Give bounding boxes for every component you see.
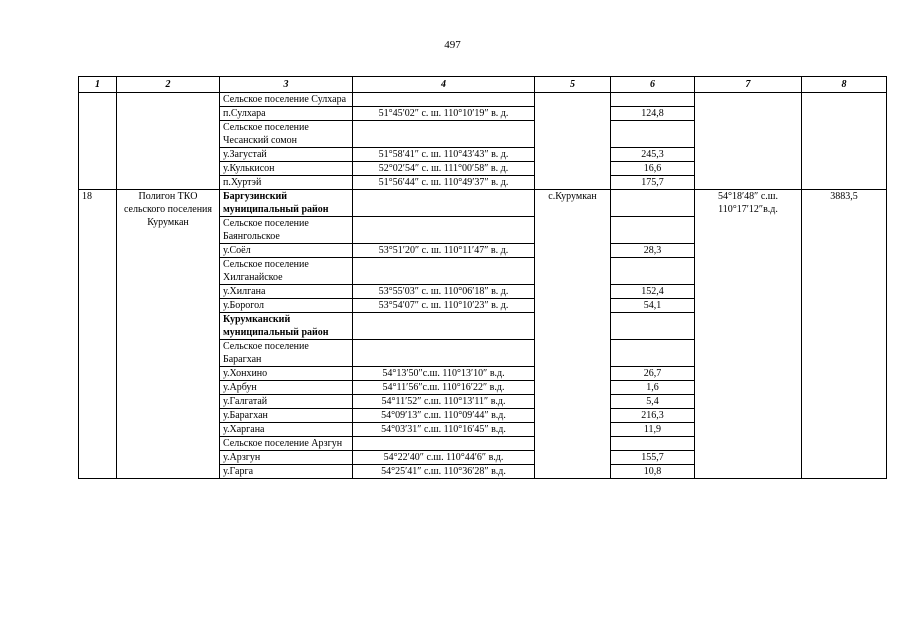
settlement-name-cell: п.Сулхара	[220, 107, 353, 121]
table-header	[79, 77, 887, 93]
settlement-name-cell: у.Кулькисон	[220, 162, 353, 176]
area-cell	[611, 258, 695, 285]
coordinates-cell	[353, 93, 535, 107]
settlement-name-cell: у.Гарга	[220, 465, 353, 479]
coordinates-cell	[353, 313, 535, 340]
coordinates-cell	[353, 190, 535, 217]
area-cell	[611, 437, 695, 451]
column-header-8: 8	[802, 77, 887, 93]
settlement-name-cell: у.Харгана	[220, 423, 353, 437]
coordinates-cell: 54°03′31″ с.ш. 110°16′45″ в.д.	[353, 423, 535, 437]
capacity-cell: 3883,5	[802, 190, 887, 479]
landfill-coordinates-cell	[695, 93, 802, 190]
coordinates-cell: 52°02′54″ с. ш. 111°00′58″ в. д.	[353, 162, 535, 176]
coordinates-cell: 53°54′07″ с. ш. 110°10′23″ в. д.	[353, 299, 535, 313]
column-header-6: 6	[611, 77, 695, 93]
area-cell: 26,7	[611, 367, 695, 381]
settlements-table	[78, 76, 887, 479]
settlement-name-cell: п.Хуртэй	[220, 176, 353, 190]
area-cell	[611, 313, 695, 340]
row-number-cell	[79, 93, 117, 190]
settlement-name-cell: Сельское поселение Чесанский сомон	[220, 121, 353, 148]
area-cell: 28,3	[611, 244, 695, 258]
settlement-center-cell	[535, 93, 611, 190]
area-cell: 5,4	[611, 395, 695, 409]
coordinates-cell	[353, 258, 535, 285]
settlement-center-cell: с.Курумкан	[535, 190, 611, 479]
area-cell: 155,7	[611, 451, 695, 465]
settlement-name-cell: у.Арзгун	[220, 451, 353, 465]
settlement-name-cell: у.Хонхино	[220, 367, 353, 381]
settlement-name-cell: Сельское поселение Сулхара	[220, 93, 353, 107]
settlement-name-cell: у.Соёл	[220, 244, 353, 258]
capacity-cell	[802, 93, 887, 190]
coordinates-cell: 54°11′56″с.ш. 110°16′22″ в.д.	[353, 381, 535, 395]
coordinates-cell: 54°11′52″ с.ш. 110°13′11″ в.д.	[353, 395, 535, 409]
landfill-coordinates-cell: 54°18′48″ с.ш. 110°17′12″в.д.	[695, 190, 802, 479]
area-cell: 216,3	[611, 409, 695, 423]
area-cell	[611, 340, 695, 367]
area-cell	[611, 217, 695, 244]
table-row	[79, 93, 887, 107]
coordinates-cell: 51°45′02″ с. ш. 110°10′19″ в. д.	[353, 107, 535, 121]
column-header-3: 3	[220, 77, 353, 93]
settlement-name-cell: Баргузинский муниципальный район	[220, 190, 353, 217]
area-cell: 54,1	[611, 299, 695, 313]
settlement-name-cell: у.Галгатай	[220, 395, 353, 409]
coordinates-cell	[353, 340, 535, 367]
settlement-name-cell: Сельское поселение Арзгун	[220, 437, 353, 451]
settlement-name-cell: у.Барагхан	[220, 409, 353, 423]
landfill-name-cell: Полигон ТКО сельского поселения Курумкан	[117, 190, 220, 479]
column-header-1: 1	[79, 77, 117, 93]
coordinates-cell: 51°58′41″ с. ш. 110°43′43″ в. д.	[353, 148, 535, 162]
column-header-7: 7	[695, 77, 802, 93]
column-header-4: 4	[353, 77, 535, 93]
area-cell: 175,7	[611, 176, 695, 190]
area-cell: 245,3	[611, 148, 695, 162]
coordinates-cell: 53°55′03″ с. ш. 110°06′18″ в. д.	[353, 285, 535, 299]
coordinates-cell	[353, 217, 535, 244]
area-cell	[611, 121, 695, 148]
coordinates-cell: 54°22′40″ с.ш. 110°44′6″ в.д.	[353, 451, 535, 465]
page-number: 497	[444, 39, 461, 51]
settlement-name-cell: Сельское поселение Хилганайское	[220, 258, 353, 285]
area-cell	[611, 93, 695, 107]
table-body-top	[79, 93, 887, 190]
table-body-group-18	[79, 190, 887, 479]
settlement-name-cell: Курумканский муниципальный район	[220, 313, 353, 340]
coordinates-cell: 54°09′13″ с.ш. 110°09′44″ в.д.	[353, 409, 535, 423]
row-number-cell: 18	[79, 190, 117, 479]
area-cell: 11,9	[611, 423, 695, 437]
settlement-name-cell: у.Загустай	[220, 148, 353, 162]
landfill-name-cell	[117, 93, 220, 190]
settlement-name-cell: Сельское поселение Барагхан	[220, 340, 353, 367]
table-row	[79, 190, 887, 217]
area-cell: 10,8	[611, 465, 695, 479]
area-cell	[611, 190, 695, 217]
area-cell: 124,8	[611, 107, 695, 121]
settlement-name-cell: у.Арбун	[220, 381, 353, 395]
coordinates-cell	[353, 121, 535, 148]
coordinates-cell: 51°56′44″ с. ш. 110°49′37″ в. д.	[353, 176, 535, 190]
area-cell: 1,6	[611, 381, 695, 395]
settlement-name-cell: у.Борогол	[220, 299, 353, 313]
area-cell: 16,6	[611, 162, 695, 176]
coordinates-cell: 53°51′20″ с. ш. 110°11′47″ в. д.	[353, 244, 535, 258]
coordinates-cell: 54°13′50″с.ш. 110°13′10″ в.д.	[353, 367, 535, 381]
settlement-name-cell: у.Хилгана	[220, 285, 353, 299]
column-header-5: 5	[535, 77, 611, 93]
coordinates-cell	[353, 437, 535, 451]
coordinates-cell: 54°25′41″ с.ш. 110°36′28″ в.д.	[353, 465, 535, 479]
column-header-2: 2	[117, 77, 220, 93]
settlement-name-cell: Сельское поселение Баянгольское	[220, 217, 353, 244]
area-cell: 152,4	[611, 285, 695, 299]
